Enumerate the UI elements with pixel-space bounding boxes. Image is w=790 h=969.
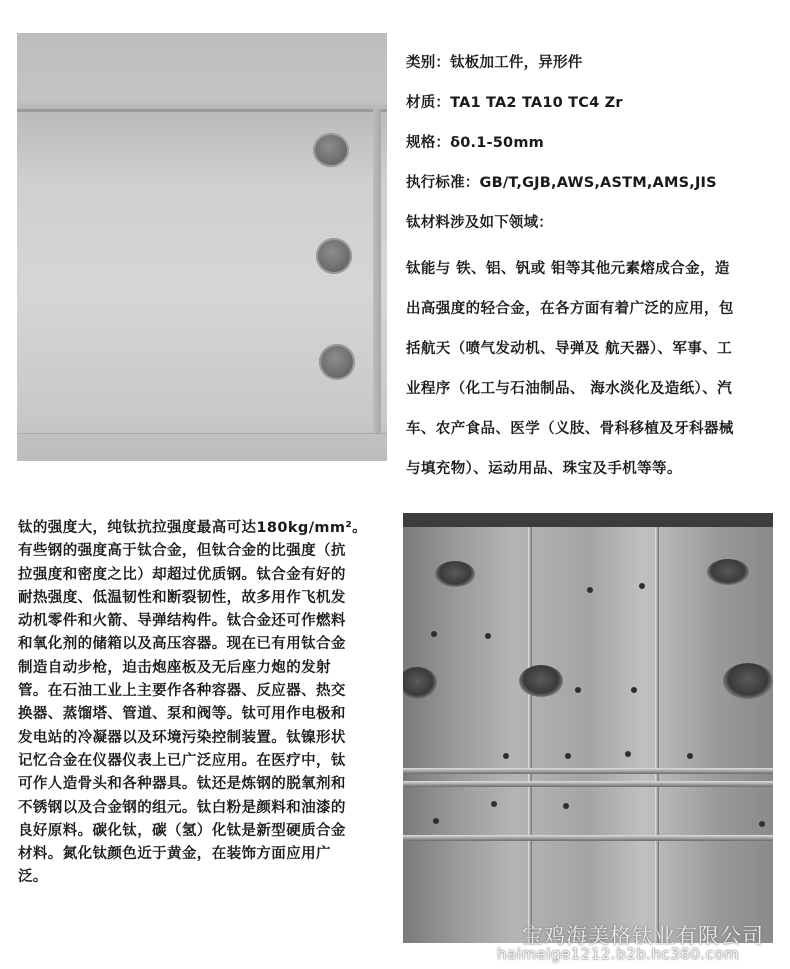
spec-specification: 规格：δ0.1-50mm [406, 135, 544, 151]
properties-line: 记忆合金在仪器仪表上已广泛应用。在医疗中，钛 [18, 752, 346, 769]
applications-line: 与填充物）、运动用品、珠宝及手机等等。 [406, 461, 682, 477]
stack-ledge [403, 768, 773, 774]
applications-line: 括航天（喷气发动机、导弹及 航天器）、军事、工 [406, 341, 732, 357]
part-large-hole [723, 663, 773, 699]
properties-line: 耐热强度、低温韧性和断裂韧性，故多用作飞机发 [18, 589, 346, 606]
spec-material: 材质：TA1 TA2 TA10 TC4 Zr [406, 95, 623, 111]
part-fold-line [528, 527, 532, 943]
applications-line: 业程序（化工与石油制品、 海水淡化及造纸）、汽 [406, 381, 732, 397]
part-small-hole [491, 801, 497, 807]
properties-line: 材料。氮化钛颜色近于黄金，在装饰方面应用广 [18, 846, 331, 863]
part-small-hole [631, 687, 637, 693]
properties-line: 良好原料。碳化钛，碳（氢）化钛是新型硬质合金 [18, 822, 346, 839]
part-small-hole [639, 583, 645, 589]
applications-paragraph [406, 249, 734, 489]
plate-hole [316, 238, 352, 274]
part-small-hole [433, 818, 439, 824]
part-small-hole [587, 587, 593, 593]
part-small-hole [503, 753, 509, 759]
properties-line: 钛的强度大，纯钛抗拉强度最高可达180kg/mm²。 [18, 520, 368, 536]
properties-line: 换器、蒸馏塔、管道、泵和阀等。钛可用作电极和 [18, 706, 346, 723]
plate-bottom-edge [17, 433, 387, 461]
applications-line: 出高强度的轻合金，在各方面有着广泛的应用，包 [406, 301, 734, 317]
part-small-hole [759, 821, 765, 827]
background-shadow [403, 513, 773, 527]
part-large-hole [519, 665, 563, 697]
plate-hole [319, 344, 355, 380]
company-watermark: 宝鸡海美格钛业有限公司 [522, 924, 764, 948]
properties-line: 和氧化剂的储箱以及高压容器。现在已有用钛合金 [18, 636, 346, 653]
properties-line: 拉强度和密度之比）却超过优质钢。钛合金有好的 [18, 566, 346, 583]
properties-line: 动机零件和火箭、导弹结构件。钛合金还可作燃料 [18, 613, 346, 630]
part-small-hole [563, 803, 569, 809]
spec-standard: 执行标准：GB/T,GJB,AWS,ASTM,AMS,JIS [406, 175, 717, 191]
part-small-hole [485, 633, 491, 639]
properties-line: 泛。 [18, 869, 48, 886]
part-small-hole [431, 631, 437, 637]
stack-ledge [403, 781, 773, 787]
properties-line: 发电站的冷凝器以及环境污染控制装置。钛镍形状 [18, 729, 346, 746]
plate-hole [313, 133, 349, 167]
titanium-parts-photo [403, 513, 773, 943]
part-large-hole [403, 667, 437, 699]
properties-line: 不锈钢以及合金钢的组元。钛白粉是颜料和油漆的 [18, 799, 346, 816]
applications-line: 车、农产食品、医学（义肢、骨科移植及牙科器械 [406, 421, 734, 437]
watermark-url: haimeige1212.b2b.hc360.com [497, 945, 740, 963]
part-small-hole [687, 753, 693, 759]
plate-right-edge [373, 109, 381, 435]
properties-line: 管。在石油工业上主要作各种容器、反应器、热交 [18, 683, 346, 700]
properties-line: 制造自动步枪，迫击炮座板及无后座力炮的发射 [18, 659, 331, 676]
plate-top-edge [17, 109, 387, 112]
part-small-hole [565, 753, 571, 759]
part-small-hole [625, 751, 631, 757]
fields-heading: 钛材料涉及如下领域： [406, 215, 553, 231]
part-large-hole [707, 559, 749, 585]
part-small-hole [575, 687, 581, 693]
properties-line: 可作人造骨头和各种器具。钛还是炼钢的脱氧剂和 [18, 776, 346, 793]
titanium-plate-photo [17, 33, 387, 461]
part-fold-line [655, 527, 659, 943]
spec-category: 类别：钛板加工件，异形件 [406, 55, 583, 71]
properties-line: 有些钢的强度高于钛合金，但钛合金的比强度（抗 [18, 543, 346, 560]
part-large-hole [435, 561, 475, 587]
stack-ledge [403, 835, 773, 841]
applications-line: 钛能与 铁、铝、钒或 钼等其他元素熔成合金，造 [406, 261, 730, 277]
properties-paragraph [18, 517, 367, 890]
